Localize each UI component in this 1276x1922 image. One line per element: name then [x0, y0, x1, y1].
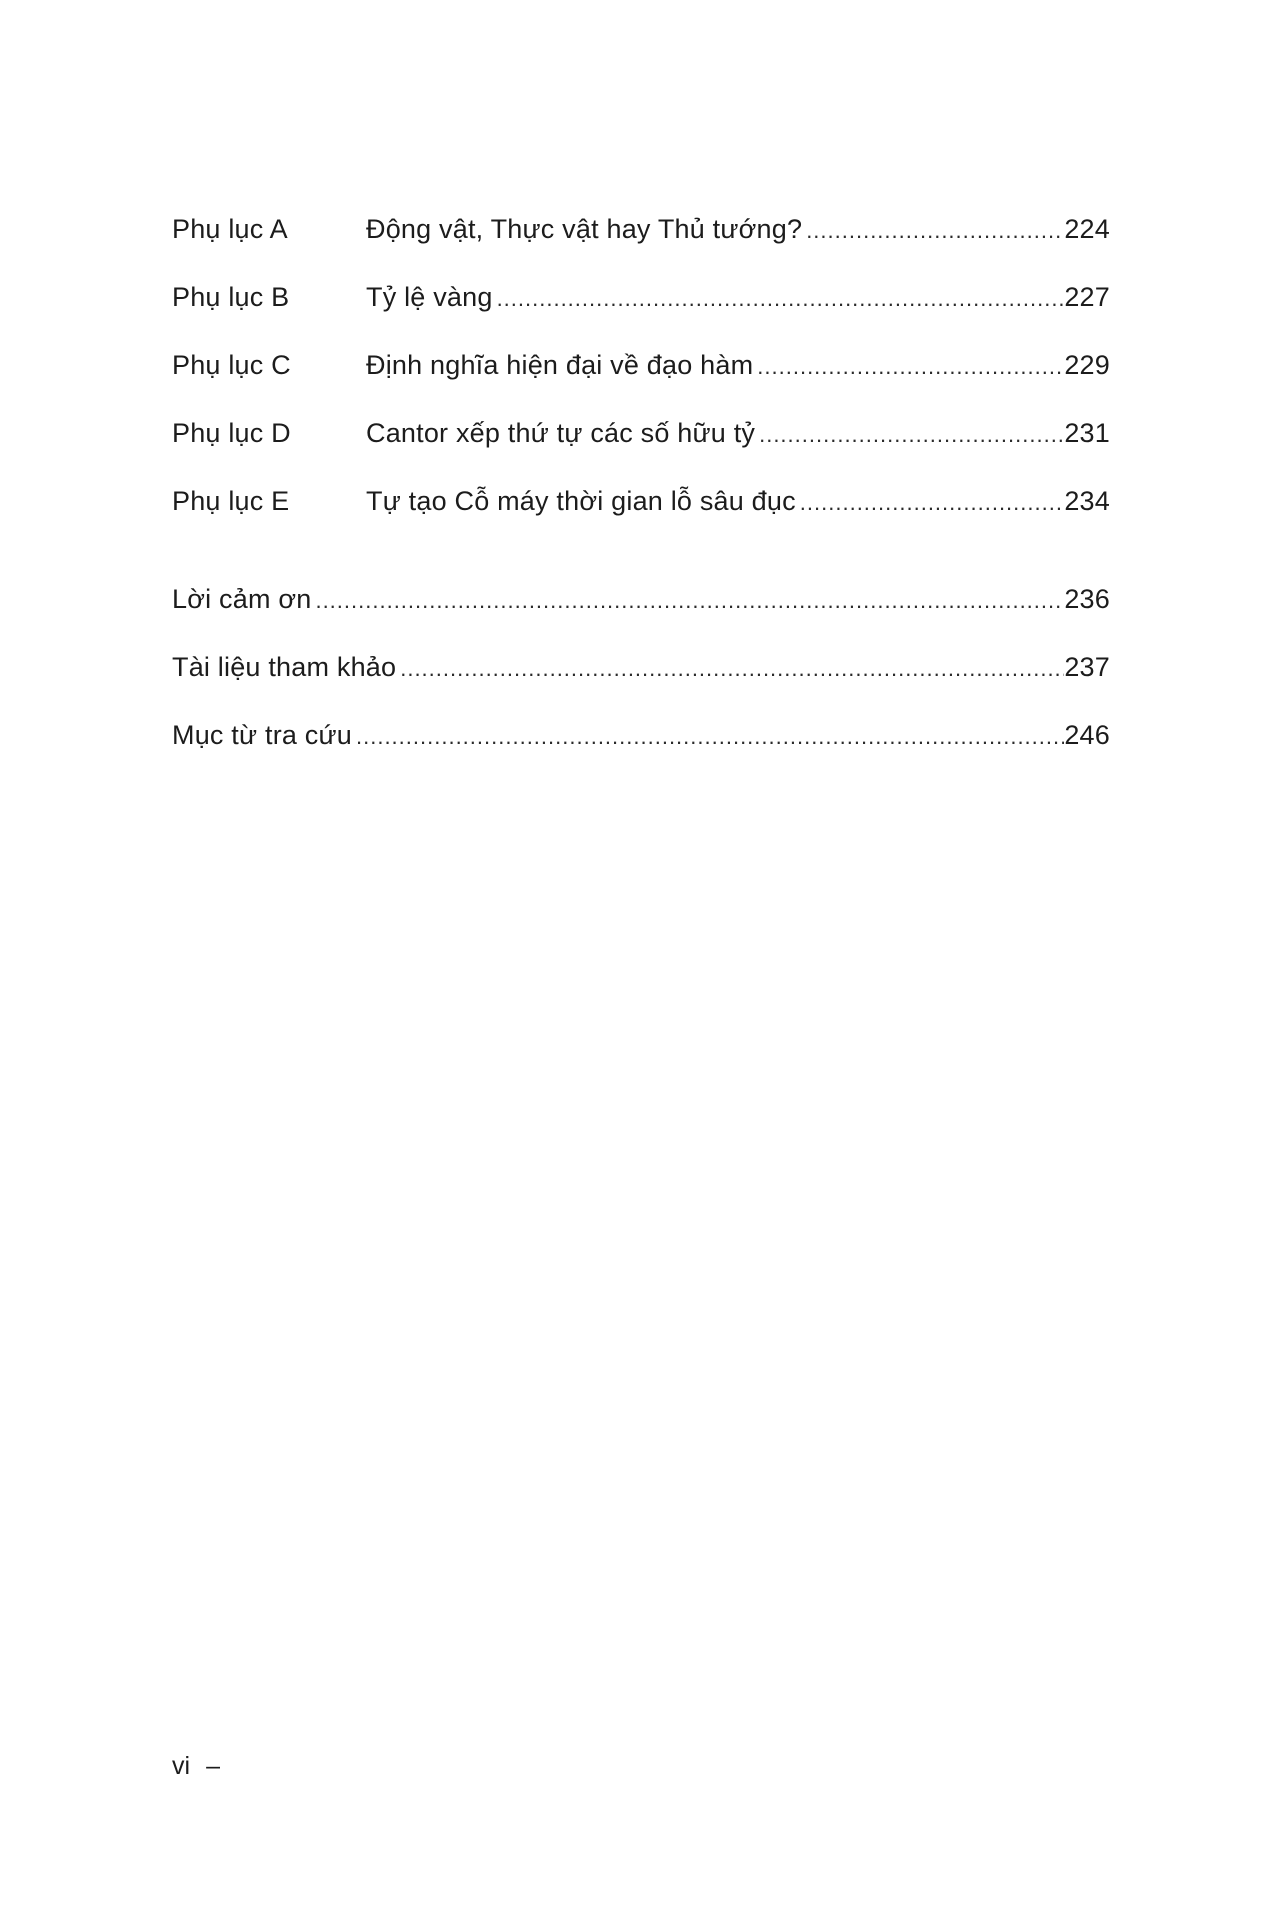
entry-title: Động vật, Thực vật hay Thủ tướng? — [366, 214, 803, 244]
appendix-label: Phụ lục E — [172, 486, 290, 516]
page-number: 246 — [1064, 720, 1110, 750]
page-number: 229 — [1064, 350, 1110, 380]
appendix-label: Phụ lục D — [172, 418, 291, 448]
toc-entry[interactable] — [172, 273, 1110, 341]
toc-entry[interactable] — [172, 409, 1110, 477]
page-number: 227 — [1064, 282, 1110, 312]
dot-leader — [311, 577, 1064, 625]
page-number: 224 — [1064, 214, 1110, 244]
entry-title: Tài liệu tham khảo — [172, 652, 397, 682]
appendix-label: Phụ lục C — [172, 350, 291, 380]
dot-leader — [753, 343, 1064, 391]
appendix-list — [172, 205, 1110, 545]
entry-title: Lời cảm ơn — [172, 584, 312, 614]
entry-title: Định nghĩa hiện đại về đạo hàm — [366, 350, 754, 380]
dot-leader — [493, 275, 1065, 323]
dot-leader — [802, 207, 1064, 255]
toc-entry[interactable] — [172, 205, 1110, 273]
page-number: 231 — [1064, 418, 1110, 448]
dot-leader — [755, 411, 1064, 459]
footer-dash: – — [206, 1752, 220, 1780]
page-number: 234 — [1064, 486, 1110, 516]
toc-entry[interactable] — [172, 643, 1110, 711]
dot-leader — [352, 713, 1064, 761]
toc-entry[interactable] — [172, 711, 1110, 779]
appendix-label: Phụ lục B — [172, 282, 290, 312]
page-number: 237 — [1064, 652, 1110, 682]
page-footer — [172, 1752, 220, 1781]
toc-entry[interactable] — [172, 575, 1110, 643]
page-number: 236 — [1064, 584, 1110, 614]
appendix-label: Phụ lục A — [172, 214, 288, 244]
toc-entry[interactable] — [172, 341, 1110, 409]
entry-title: Tỷ lệ vàng — [366, 282, 493, 312]
entry-title: Cantor xếp thứ tự các số hữu tỷ — [366, 418, 756, 448]
footer-page-number: vi — [172, 1752, 191, 1780]
back-matter-list — [172, 575, 1110, 779]
dot-leader — [796, 479, 1065, 527]
entry-title: Tự tạo Cỗ máy thời gian lỗ sâu đục — [366, 486, 796, 516]
dot-leader — [396, 645, 1064, 693]
toc-entry[interactable] — [172, 477, 1110, 545]
entry-title: Mục từ tra cứu — [172, 720, 352, 750]
